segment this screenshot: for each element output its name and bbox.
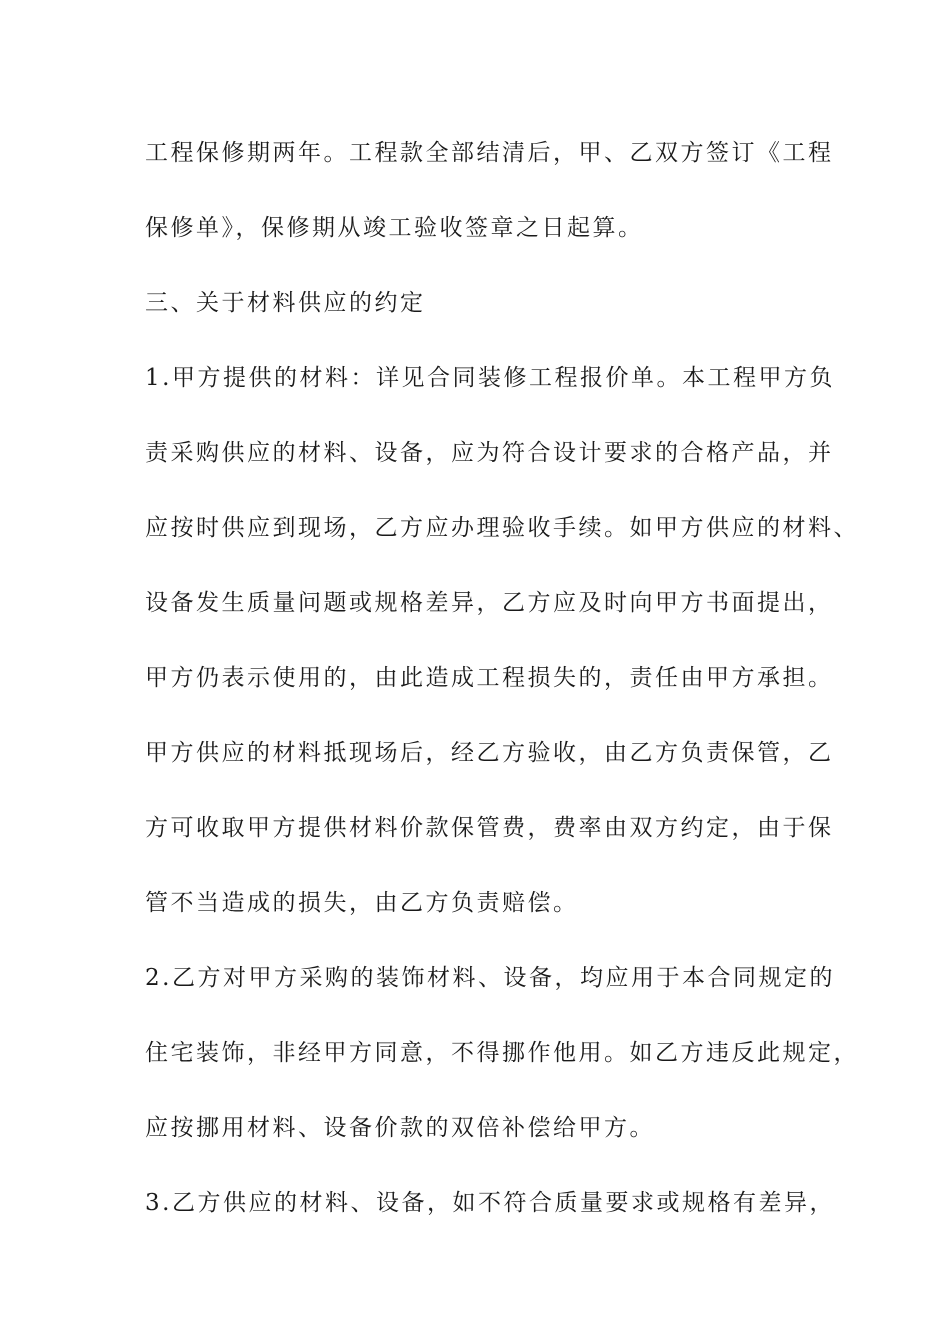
- section-heading: 三、关于材料供应的约定: [145, 290, 426, 316]
- text-line-7: 设备发生质量问题或规格差异，乙方应及时向甲方书面提出，: [145, 590, 834, 616]
- text-line-6: 应按时供应到现场，乙方应办理验收手续。如甲方供应的材料、: [145, 515, 859, 541]
- document-body: [145, 132, 859, 1257]
- text-line-14: 应按挪用材料、设备价款的双倍补偿给甲方。: [145, 1115, 655, 1141]
- text-line-4: 1.甲方提供的材料：详见合同装修工程报价单。本工程甲方负: [145, 365, 835, 391]
- text-line-8: 甲方仍表示使用的，由此造成工程损失的，责任由甲方承担。: [145, 665, 834, 691]
- text-line-12: 2.乙方对甲方采购的装饰材料、设备，均应用于本合同规定的: [145, 965, 835, 991]
- text-line-15: 3.乙方供应的材料、设备，如不符合质量要求或规格有差异，: [145, 1190, 835, 1216]
- text-line-9: 甲方供应的材料抵现场后，经乙方验收，由乙方负责保管，乙: [145, 740, 834, 766]
- text-line-1: 工程保修期两年。工程款全部结清后，甲、乙双方签订《工程: [145, 140, 834, 166]
- text-line-10: 方可收取甲方提供材料价款保管费，费率由双方约定，由于保: [145, 815, 834, 841]
- text-line-5: 责采购供应的材料、设备，应为符合设计要求的合格产品，并: [145, 440, 834, 466]
- text-line-13: 住宅装饰，非经甲方同意，不得挪作他用。如乙方违反此规定，: [145, 1040, 859, 1066]
- text-line-11: 管不当造成的损失，由乙方负责赔偿。: [145, 890, 579, 916]
- text-line-2: 保修单》，保修期从竣工验收签章之日起算。: [145, 215, 644, 241]
